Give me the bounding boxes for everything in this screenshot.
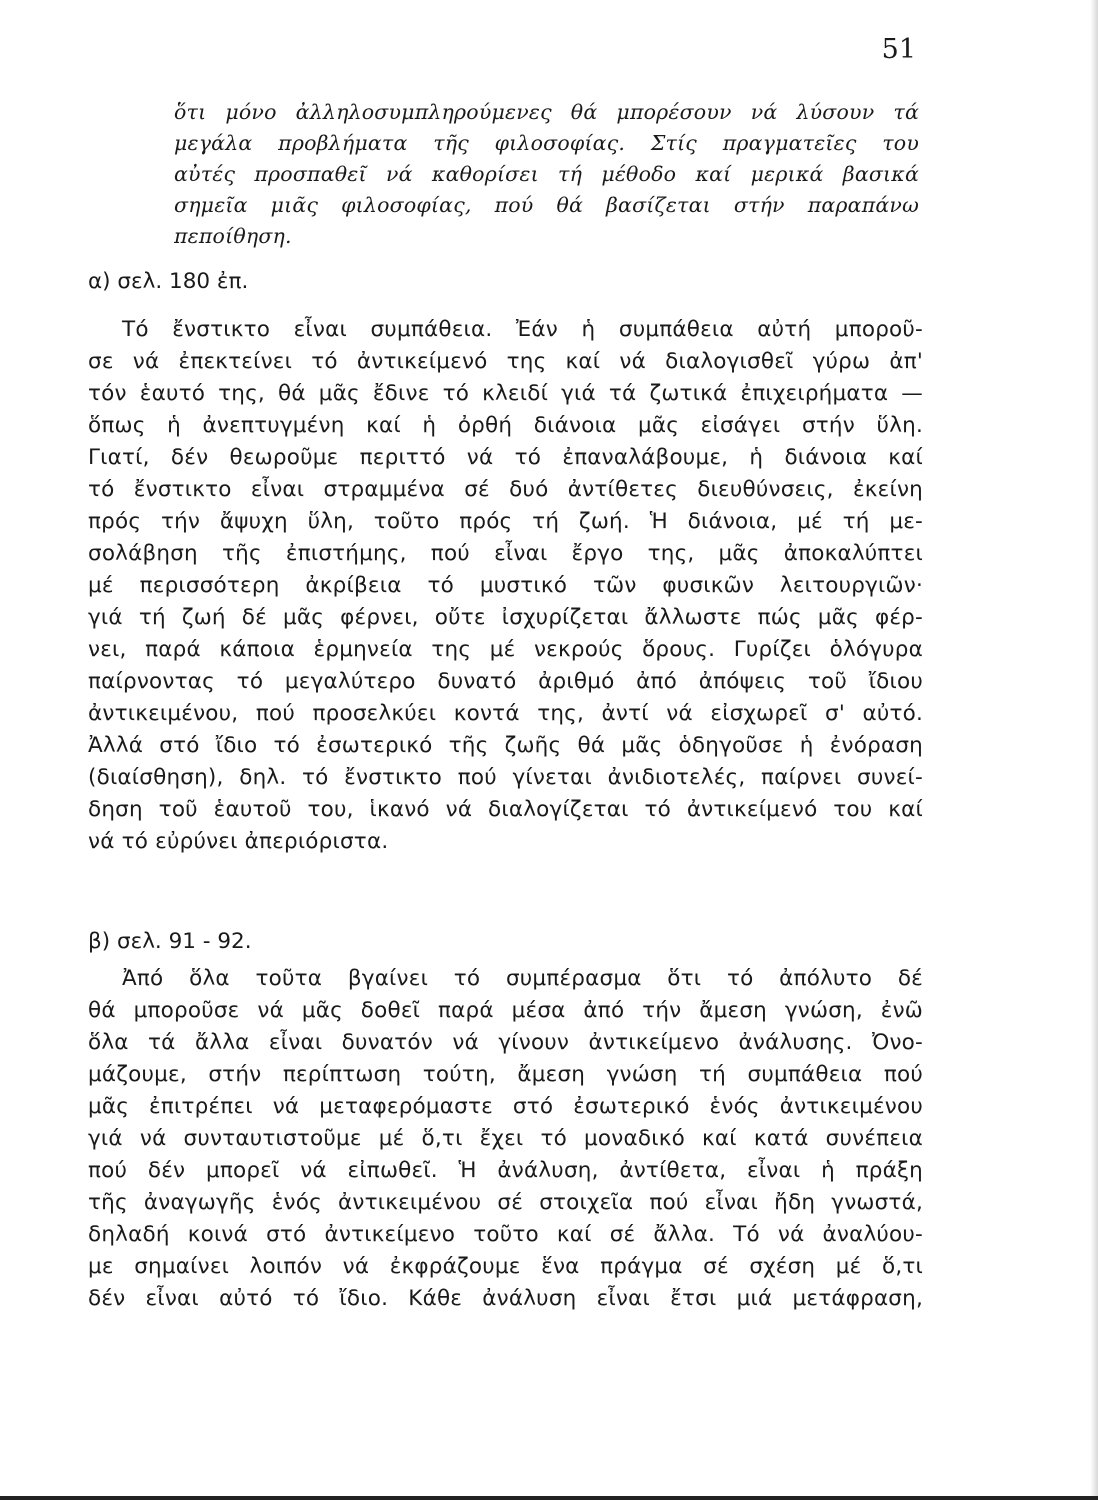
section-a-body [88,314,923,858]
paragraph-line: τό ἔνστικτο εἶναι στραμμένα σέ δυό ἀντίθετες διευθύνσεις, ἐκείνη [88,477,923,502]
page-number: 51 [881,34,916,65]
paragraph-line: πρός τήν ἄψυχη ὕλη, τοῦτο πρός τή ζωή. Ἡ διάνοια, μέ τή με- [88,509,923,534]
section-b-label: β) σελ. 91 - 92. [88,929,252,954]
paragraph-line: ἀντικειμένου, πού προσελκύει κοντά της, ἀντί νά εἰσχωρεῖ σ' αὐτό. [88,701,923,726]
paragraph-line: ὅπως ἡ ἀνεπτυγμένη καί ἡ ὀρθή διάνοια μᾶς εἰσάγει στήν ὕλη. [88,413,923,438]
quote-line: μεγάλα προβλήματα τῆς φιλοσοφίας. Στίς πραγματεῖες του [174,131,919,155]
paragraph-line: σε νά ἐπεκτείνει τό ἀντικείμενό της καί νά διαλογισθεῖ γύρω ἀπ' [88,349,923,374]
quote-line: πεποίθηση. [174,224,292,248]
paragraph-line: γιά τή ζωή δέ μᾶς φέρνει, οὔτε ἰσχυρίζεται ἄλλωστε πώς μᾶς φέρ- [88,605,923,630]
paragraph-line: γιά νά συνταυτιστοῦμε μέ ὅ,τι ἔχει τό μοναδικό καί κατά συνέπεια [88,1126,923,1151]
page-edge-shadow [1090,0,1098,1500]
quote-line: ὅτι μόνο ἀλληλοσυμπληρούμενες θά μπορέσουν νά λύσουν τά [174,100,919,124]
quote-line: σημεῖα μιᾶς φιλοσοφίας, πού θά βασίζεται στήν παραπάνω [174,193,919,217]
paragraph-line: (διαίσθηση), δηλ. τό ἔνστικτο πού γίνεται ἀνιδιοτελές, παίρνει συνεί- [88,765,923,790]
paragraph-line: μᾶς ἐπιτρέπει νά μεταφερόμαστε στό ἐσωτερικό ἑνός ἀντικειμένου [88,1094,923,1119]
section-a-label: α) σελ. 180 ἐπ. [88,269,249,294]
section-b-body [88,963,923,1315]
scan-border [0,1496,1098,1500]
paragraph-line: παίρνοντας τό μεγαλύτερο δυνατό ἀριθμό ἀπό ἀπόψεις τοῦ ἴδιου [88,669,923,694]
quote-block [174,97,919,252]
paragraph-line: πού δέν μπορεῖ νά εἰπωθεῖ. Ἡ ἀνάλυση, ἀντίθετα, εἶναι ἡ πράξη [88,1158,923,1183]
paragraph-line: νά τό εὐρύνει ἀπεριόριστα. [88,829,389,854]
paragraph-line: Τό ἔνστικτο εἶναι συμπάθεια. Ἐάν ἡ συμπάθεια αὐτή μποροῦ- [122,317,923,342]
paragraph-line: τῆς ἀναγωγῆς ἑνός ἀντικειμένου σέ στοιχεῖα πού εἶναι ἤδη γνωστά, [88,1190,923,1215]
paragraph-line: Γιατί, δέν θεωροῦμε περιττό νά τό ἐπαναλάβουμε, ἡ διάνοια καί [88,445,923,470]
paragraph-line: ὅλα τά ἄλλα εἶναι δυνατόν νά γίνουν ἀντικείμενο ἀνάλυσης. Ὀνο- [88,1030,923,1055]
paragraph-line: μέ περισσότερη ἀκρίβεια τό μυστικό τῶν φυσικῶν λειτουργιῶν· [88,573,923,598]
paragraph-line: δέν εἶναι αὐτό τό ἴδιο. Κάθε ἀνάλυση εἶναι ἔτσι μιά μετάφραση, [88,1286,923,1311]
paragraph-line: δηση τοῦ ἑαυτοῦ του, ἱκανό νά διαλογίζεται τό ἀντικείμενό του καί [88,797,923,822]
paragraph-line: τόν ἑαυτό της, θά μᾶς ἔδινε τό κλειδί γιά τά ζωτικά ἐπιχειρήματα — [88,381,923,406]
quote-line: αὐτές προσπαθεῖ νά καθορίσει τή μέθοδο καί μερικά βασικά [174,162,919,186]
paragraph-line: θά μποροῦσε νά μᾶς δοθεῖ παρά μέσα ἀπό τήν ἄμεση γνώση, ἐνῶ [88,998,923,1023]
paragraph-line: νει, παρά κάποια ἑρμηνεία της μέ νεκρούς ὅρους. Γυρίζει ὁλόγυρα [88,637,923,662]
paragraph-line: Ἀλλά στό ἴδιο τό ἐσωτερικό τῆς ζωῆς θά μᾶς ὁδηγοῦσε ἡ ἐνόραση [88,733,923,758]
paragraph-line: δηλαδή κοινά στό ἀντικείμενο τοῦτο καί σέ ἄλλα. Τό νά ἀναλύου- [88,1222,923,1247]
paragraph-line: μάζουμε, στήν περίπτωση τούτη, ἄμεση γνώση τή συμπάθεια πού [88,1062,923,1087]
paragraph-line: με σημαίνει λοιπόν νά ἐκφράζουμε ἕνα πράγμα σέ σχέση μέ ὅ,τι [88,1254,923,1279]
paragraph-line: σολάβηση τῆς ἐπιστήμης, πού εἶναι ἔργο της, μᾶς ἀποκαλύπτει [88,541,923,566]
paragraph-line: Ἀπό ὅλα τοῦτα βγαίνει τό συμπέρασμα ὅτι τό ἀπόλυτο δέ [122,966,923,991]
